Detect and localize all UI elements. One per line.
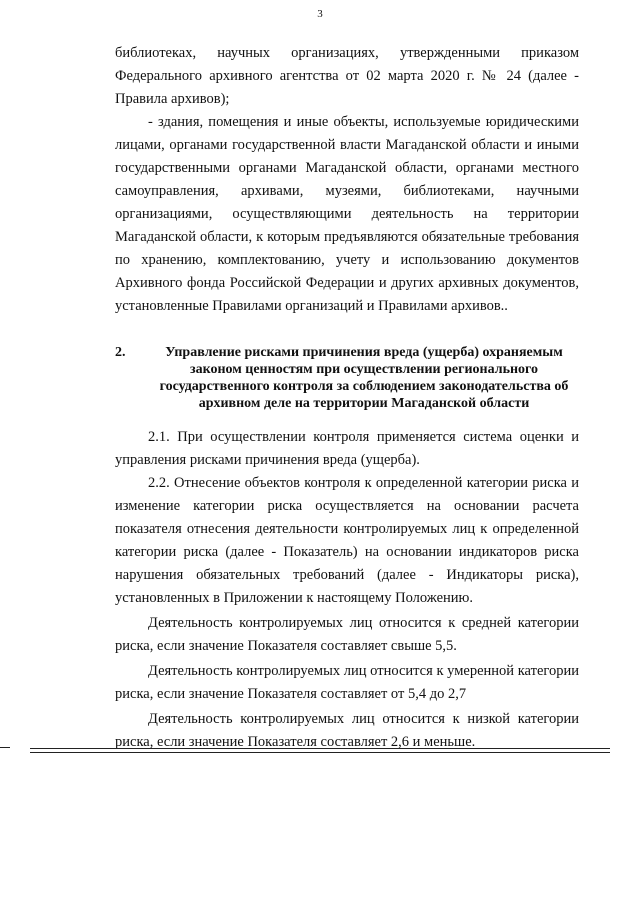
page-divider-line-secondary [30, 752, 610, 753]
paragraph-2-2: 2.2. Отнесение объектов контроля к определенной категории риска и изменение категории риска осуществляется на основании расчета показателя отнесения деятельности контролируемых лиц к определенной категории риска (далее - Показатель) на основании индикаторов риска нарушения обязательных требований (далее - Индикаторы риска), установленных в Приложении к настоящему Положению. [115, 475, 579, 606]
section-heading [115, 344, 579, 412]
page-divider-line [30, 748, 610, 749]
document-body [115, 42, 579, 754]
section-title: Управление рисками причинения вреда (ущерба) охраняемым законом ценностям при осуществлении регионального государственного контроля за соблюдением законодательства об архивном деле на территории Магаданской области [159, 345, 569, 411]
paragraph-continuation: библиотеках, научных организациях, утвержденными приказом Федерального архивного агентства от 02 марта 2020 г. № 24 (далее - Правила архивов); [115, 45, 579, 107]
paragraph-low-risk: Деятельность контролируемых лиц относится к низкой категории риска, если значение Показателя составляет 2,6 и меньше. [115, 711, 579, 750]
paragraph-buildings-list-item: - здания, помещения и иные объекты, используемые юридическими лицами, органами государственной власти Магаданской области и иными государственными органами Магаданской области, органами местного самоуправления, архивами, музеями, библиотеками, научными организациями, осуществляющими деятельность на территории Магаданской области, к которым предъявляются обязательные требования по хранению, комплектованию, учету и использованию документов Архивного фонда Российской Федерации и других архивных документов, установленные Правилами организаций и Правилами архивов.. [115, 114, 579, 314]
page-number: 3 [317, 8, 323, 20]
margin-mark [0, 747, 10, 748]
paragraph-moderate-risk: Деятельность контролируемых лиц относится к умеренной категории риска, если значение Показателя составляет от 5,4 до 2,7 [115, 663, 579, 702]
paragraph-2-1: 2.1. При осуществлении контроля применяется система оценки и управления рисками причинения вреда (ущерба). [115, 429, 579, 468]
section-number: 2. [115, 345, 126, 360]
paragraph-medium-risk: Деятельность контролируемых лиц относится к средней категории риска, если значение Показателя составляет свыше 5,5. [115, 615, 579, 654]
